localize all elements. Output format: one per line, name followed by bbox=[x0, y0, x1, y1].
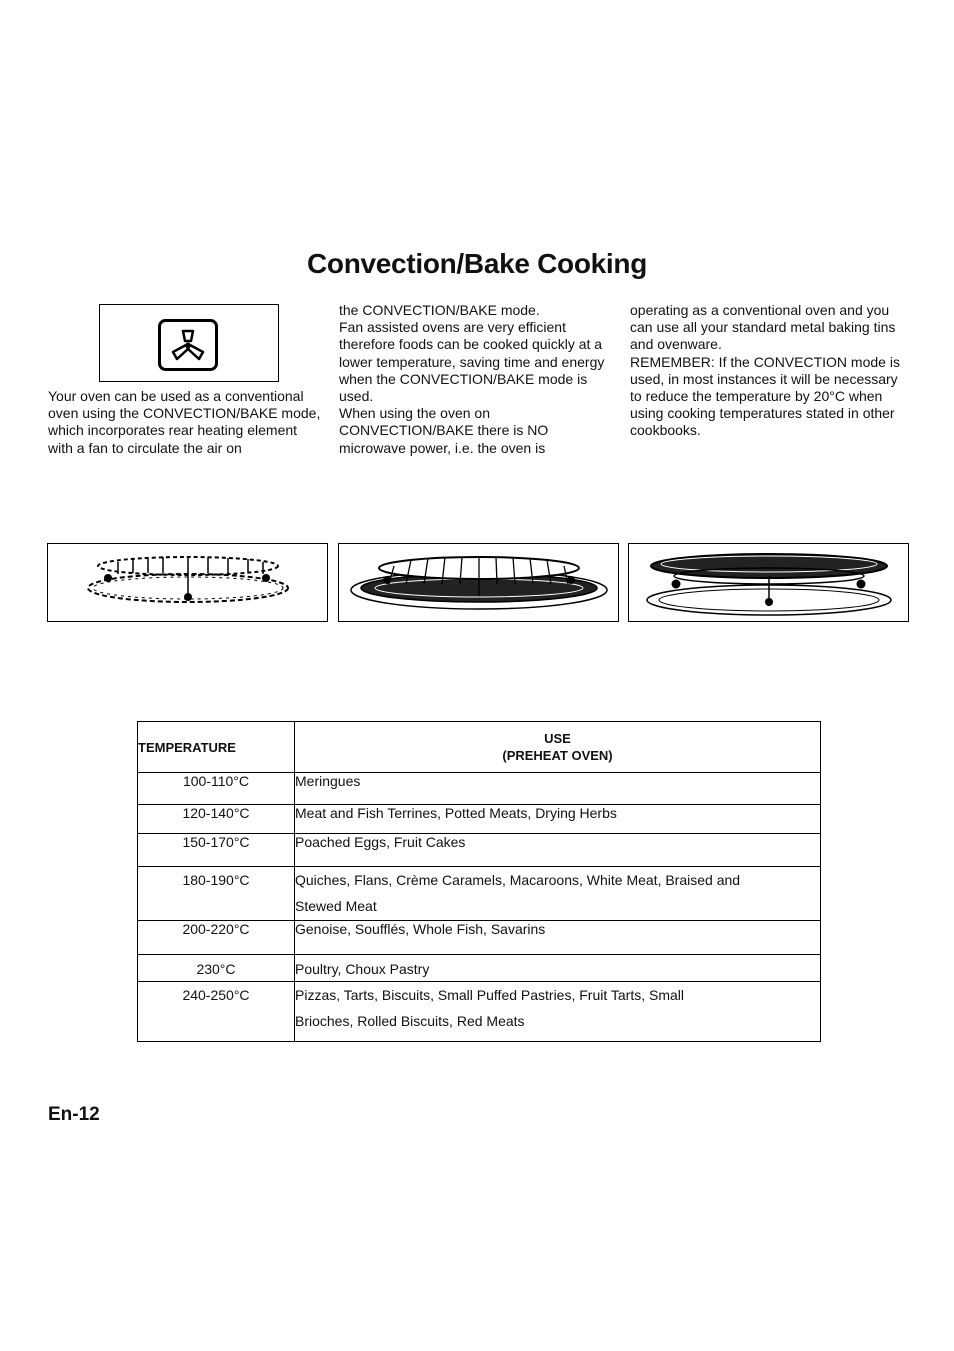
temperature-cell: 100-110°C bbox=[138, 773, 295, 805]
rack-on-turntable-icon bbox=[339, 544, 620, 623]
page-number: En-12 bbox=[48, 1104, 100, 1125]
use-cell: Poultry, Choux Pastry bbox=[295, 955, 821, 982]
use-header-line2: (PREHEAT OVEN) bbox=[502, 748, 613, 763]
intro-text: REMEMBER: If the CONVECTION mode is used, in most instances it will be necessary to reduce the temperature by 20°C when using cooking temperatures stated in other cookbooks. bbox=[630, 353, 900, 439]
use-cell: Genoise, Soufflés, Whole Fish, Savarins bbox=[295, 921, 821, 955]
page-title: Convection/Bake Cooking bbox=[306, 248, 648, 279]
table-header-row bbox=[138, 722, 821, 773]
rack-illustration-1 bbox=[47, 543, 328, 622]
use-cell: Meringues bbox=[295, 773, 821, 805]
convection-icon-box bbox=[99, 304, 279, 382]
temperature-header: TEMPERATURE bbox=[138, 722, 295, 773]
temperature-table bbox=[137, 721, 821, 1042]
use-header-line1: USE bbox=[544, 731, 571, 746]
use-cell: Meat and Fish Terrines, Potted Meats, Drying Herbs bbox=[295, 805, 821, 834]
use-cell: Pizzas, Tarts, Biscuits, Small Puffed Pastries, Fruit Tarts, Small Brioches, Rolled Biscuits, Red Meats bbox=[295, 982, 821, 1042]
intro-text: Your oven can be used as a conventional oven using the CONVECTION/BAKE mode, which incorporates rear heating element with a fan to circulate the air on bbox=[48, 388, 321, 456]
intro-text: operating as a conventional oven and you can use all your standard metal baking tins and ovenware. bbox=[630, 302, 896, 353]
low-rack-icon bbox=[48, 544, 329, 623]
intro-text: the CONVECTION/BAKE mode. bbox=[339, 302, 540, 318]
intro-column-1 bbox=[48, 388, 324, 457]
temperature-cell: 150-170°C bbox=[138, 834, 295, 867]
table-row bbox=[138, 955, 821, 982]
temperature-cell: 200-220°C bbox=[138, 921, 295, 955]
use-header bbox=[295, 722, 821, 773]
table-row bbox=[138, 982, 821, 1042]
rack-illustration-2 bbox=[338, 543, 619, 622]
intro-column-3 bbox=[630, 302, 912, 440]
fan-icon bbox=[158, 319, 218, 371]
temperature-cell: 230°C bbox=[138, 955, 295, 982]
rack-illustration-3 bbox=[628, 543, 909, 622]
intro-text: When using the oven on CONVECTION/BAKE there is NO microwave power, i.e. the oven is bbox=[339, 405, 549, 456]
table-row bbox=[138, 921, 821, 955]
use-cell: Quiches, Flans, Crème Caramels, Macaroons, White Meat, Braised and Stewed Meat bbox=[295, 867, 821, 921]
intro-column-2 bbox=[339, 302, 619, 457]
table-row bbox=[138, 805, 821, 834]
temperature-cell: 240-250°C bbox=[138, 982, 295, 1042]
tray-on-rack-icon bbox=[629, 544, 910, 623]
intro-text: Fan assisted ovens are very efficient therefore foods can be cooked quickly at a lower temperature, saving time and energy when the CONVECTION/BAKE mode is used. bbox=[339, 319, 605, 405]
temperature-cell: 180-190°C bbox=[138, 867, 295, 921]
use-cell: Poached Eggs, Fruit Cakes bbox=[295, 834, 821, 867]
table-row bbox=[138, 773, 821, 805]
table-row bbox=[138, 834, 821, 867]
table-row bbox=[138, 867, 821, 921]
temperature-cell: 120-140°C bbox=[138, 805, 295, 834]
